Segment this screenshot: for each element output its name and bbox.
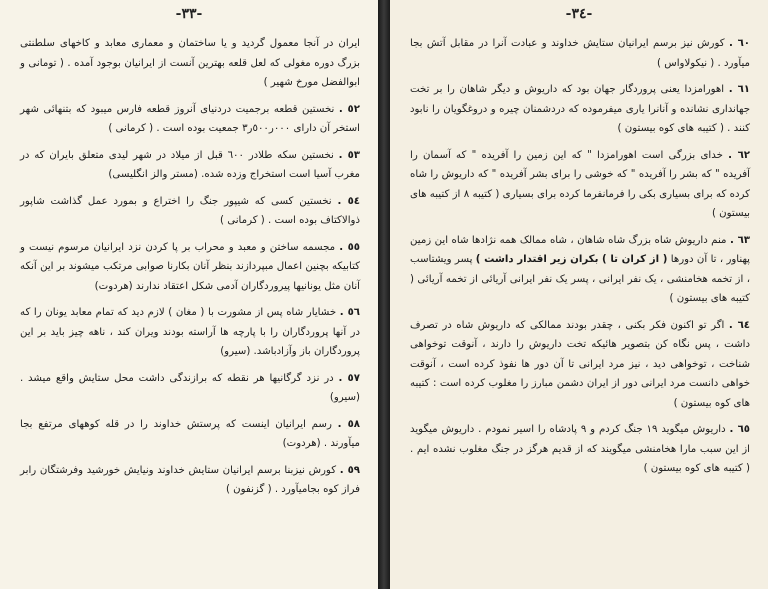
right-page bbox=[390, 0, 768, 589]
entry-number: ٥٦ . bbox=[339, 307, 360, 318]
numbered-entry bbox=[20, 415, 360, 454]
entry-text: نخستین کسی که شیپور جنگ را اختراع و بمورد عمل گذاشت شاپور ذوالاکتاف بوده است . ( کرمانی ) bbox=[20, 195, 360, 226]
left-page-body bbox=[20, 34, 360, 500]
entry-number: ٦٠ . bbox=[728, 38, 750, 49]
entry-number: ٥٢ . bbox=[338, 103, 360, 115]
numbered-entry bbox=[410, 316, 750, 414]
entry-text: مجسمه ساختن و معبد و محراب بر پا کردن نزد ایرانیان مرسوم نیست و کتابیکه بچنین اعمال مبپردازند بنظر آنان بکارنا صوابی مرتکب میشوند بر این آنکه آنان مثل یونانیها پیروردگاران آدمی شکل اعتقاد ندارند (هردوت) bbox=[20, 241, 360, 292]
entry-text: اهورامزدا یعنی پروردگار جهان بود که داریوش و دیگر شاهان را بر تخت جهانداری نشانده و آنانرا یاری میفرموده که دردشمنان چیره و دروغگویان را نابود کنند . ( کتیبه های کوه بیستون ) bbox=[410, 84, 750, 134]
entry-text: رسم ایرانیان اینست که پرستش خداوند را در قله کوههای مرتفع بجا میآورند . (هردوت) bbox=[20, 418, 360, 449]
entry-text: خدای بزرگی است اهورامزدا " که این زمین را آفریده " که آسمان را آفریده " که بشر را آفریده " که خوشی را برای بشر آفریده " که داریوش را شاه کرده که برای بسیاری بکی را فرمانفرما کرده برای بسیاری ( کتیبه ۸ از کتیبه های بیستون ) bbox=[410, 149, 750, 219]
book-gutter bbox=[378, 0, 390, 589]
entry-number: ٦١ . bbox=[728, 84, 750, 95]
entry-text: اگر تو اکنون فکر بکنی ، چقدر بودند ممالکی که داریوش شاه در تصرف داشت ، پس نگاه کن بتصویر هائیکه تخت داریوش را دارند ، آنوقت توخواهی شناخت ، توخواهی دید ، نیز مرد ایرانی تا آن دور ها نفوذ کرده است ، آنوقت خواهی دانست مرد ایرانی دور از ایران دشمن مبارز را مغلوب کرده است : کتیبه های کوه بیستون ) bbox=[410, 319, 750, 409]
numbered-entry bbox=[20, 303, 360, 362]
entry-number: ٥٥ . bbox=[339, 241, 360, 253]
entry-text: نخستین قطعه برجمیت دردنیای آنروز قطعه فارس میبود که بتنهائی شهر استخر آن دارای ٠٠٠ر٥٠٠ر٣ جمعیت بوده است . ( کرمانی ) bbox=[20, 103, 360, 134]
page-number: -٣٣- bbox=[175, 6, 203, 22]
numbered-entry bbox=[20, 461, 360, 500]
paragraph-text: ایران در آنجا معمول گردید و یا ساختمان و معماری معابد و کاخهای سلطنتی بزرگ دوره مغولی که لعل قلعه بهترین آنست از ایرانیان بوجود آمده . ( تومانی و ابوالفضل مورخ شهیر ) bbox=[20, 38, 360, 88]
numbered-entry bbox=[20, 100, 360, 139]
entry-text: نخستین سکه طلادر ٦٠٠ قبل از میلاد در شهر لیدی متعلق بایران که در مغرب آسیا است استخراج وزده شده. (مستر والز انگلیسی) bbox=[20, 149, 360, 180]
right-page-body bbox=[410, 34, 750, 479]
entry-text: خشایار شاه پس از مشورت با ( مغان ) لازم دید که تمام معابد یونان را که در آنها پروردگاران را با پارچه ها آراسته بودند ویران کند ، ناهه چیز باید بر این پروردگاران باز وآزادباشد. (سیرو) bbox=[20, 307, 360, 357]
entry-text: کورش نیز برسم ایرانیان ستایش خداوند و عبادت آنرا در مقابل آتش بجا میآورد . ( نیکولاواس ) bbox=[410, 38, 750, 69]
entry-number: ٥٤ . bbox=[337, 195, 360, 207]
page-number: -٣٤- bbox=[565, 6, 593, 22]
entry-text: منم داریوش شاه بزرگ شاه شاهان ، شاه ممالک همه نژادها شاه این زمین پهناور ، تا آن دورها bbox=[410, 234, 751, 265]
entry-number: ٦٥ . bbox=[729, 424, 750, 435]
numbered-entry bbox=[410, 146, 750, 224]
left-page bbox=[0, 0, 378, 589]
numbered-entry bbox=[410, 34, 750, 73]
numbered-entry bbox=[20, 192, 360, 231]
entry-bold-text: ( از کران تا ) بکران زیر اقتدار داشت ) bbox=[475, 254, 668, 265]
entry-number: ٦٣ . bbox=[729, 234, 750, 246]
entry-number: ٦٤ . bbox=[728, 319, 750, 331]
entry-number: ٥٣ . bbox=[338, 149, 360, 161]
entry-number: ٦٢ . bbox=[728, 149, 750, 161]
entry-text: در نزد گرگانیها هر نقطه که برازندگی داشت محل ستایش واقع میشد . (سیرو) bbox=[20, 372, 360, 403]
numbered-entry bbox=[410, 80, 750, 139]
paragraph bbox=[20, 34, 360, 93]
numbered-entry bbox=[20, 146, 360, 185]
entry-text: کورش نیزبنا برسم ایرانیان ستایش خداوند ونیایش خورشید وفرشتگان رابر فراز کوه بجامیآورد . ( گزنفون ) bbox=[20, 464, 360, 495]
numbered-entry bbox=[410, 420, 750, 479]
numbered-entry bbox=[20, 238, 360, 297]
entry-text-tail: پسر ویشتاسب ، از تخمه هخامنشی ، یک نفر ایرانی ، پسر یک نفر ایرانی آریائی از تخمه آریائی ( کتیبه های بیستون ) bbox=[410, 254, 750, 304]
entry-text: داریوش میگوید ۱۹ جنگ کردم و ۹ پادشاه را اسیر نمودم . داریوش میگوید از این سبب مارا هخامنشی میگویند که از قدیم هرگز در جنگ مغلوب نشده ایم . ( کتیبه های کوه بیستون ) bbox=[410, 424, 750, 474]
numbered-entry bbox=[20, 369, 360, 408]
entry-number: ٥٩ . bbox=[339, 464, 360, 476]
entry-number: ٥٨ . bbox=[337, 418, 361, 430]
entry-number: ٥٧ . bbox=[338, 372, 360, 384]
numbered-entry bbox=[410, 231, 750, 309]
